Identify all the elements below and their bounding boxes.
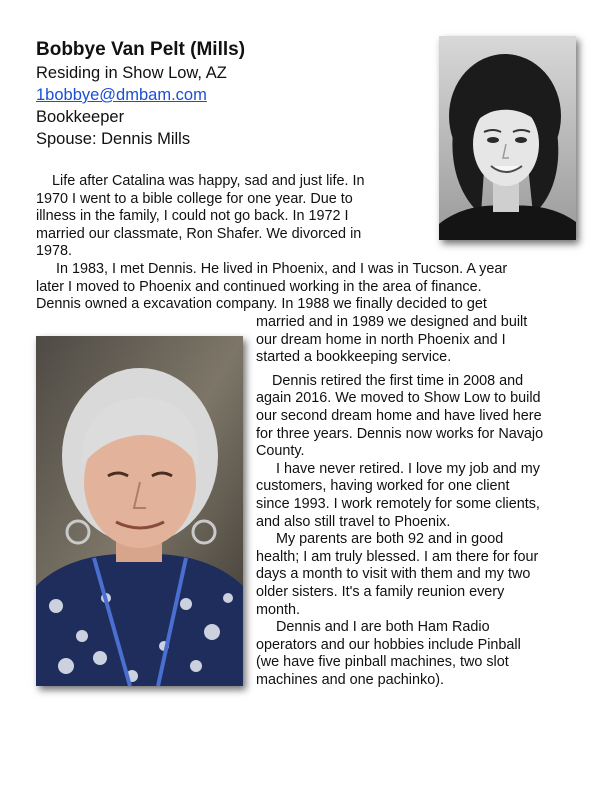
p2-text-full: In 1983, I met Dennis. He lived in Phoenix, and I was in Tucson. A year later I moved to Phoenix and continued working in the area of finance. Dennis owned a excavation company. In 1988 we finally decided to get (36, 261, 508, 313)
p1-text: Life after Catalina was happy, sad and just life. In 1970 I went to a bible college for one year. Due to illness in the family, I could not go back. In 1972 I married our classmate, Ron Shafer. We divorced in 1978. (36, 173, 365, 260)
p5-text: My parents are both 92 and in good health; I am truly blessed. I am there for four days a month to visit with them and my two older sisters. It's a family reunion every month. (256, 531, 539, 618)
yearbook-photo (439, 36, 576, 240)
email-link[interactable]: 1bobbye@dmbam.com (36, 86, 207, 104)
paragraph-met-dennis (36, 261, 576, 314)
occupation-line: Bookkeeper (36, 108, 125, 126)
paragraph-life-after-catalina (36, 173, 408, 261)
current-photo (36, 336, 243, 686)
profile-name: Bobbye Van Pelt (Mills) (36, 39, 246, 60)
p6-text: Dennis and I are both Ham Radio operators and our hobbies include Pinball (we have five pinball machines, two slot machines and one pachinko). (256, 619, 521, 688)
p4-text: I have never retired. I love my job and my customers, having worked for one client since 1993. I work remotely for some clients, and also still travel to Phoenix. (256, 460, 540, 530)
p2-text-wrap: married and in 1989 we designed and built our dream home in north Phoenix and I started a bookkeeping service. (256, 314, 528, 366)
residence-line: Residing in Show Low, AZ (36, 64, 227, 82)
spouse-line: Spouse: Dennis Mills (36, 130, 191, 148)
p3-text: Dennis retired the first time in 2008 and again 2016. We moved to Show Low to build our second dream home and have lived here for three years. Dennis now works for Navajo County. (256, 372, 544, 460)
paragraph-wrap-column (256, 314, 586, 689)
